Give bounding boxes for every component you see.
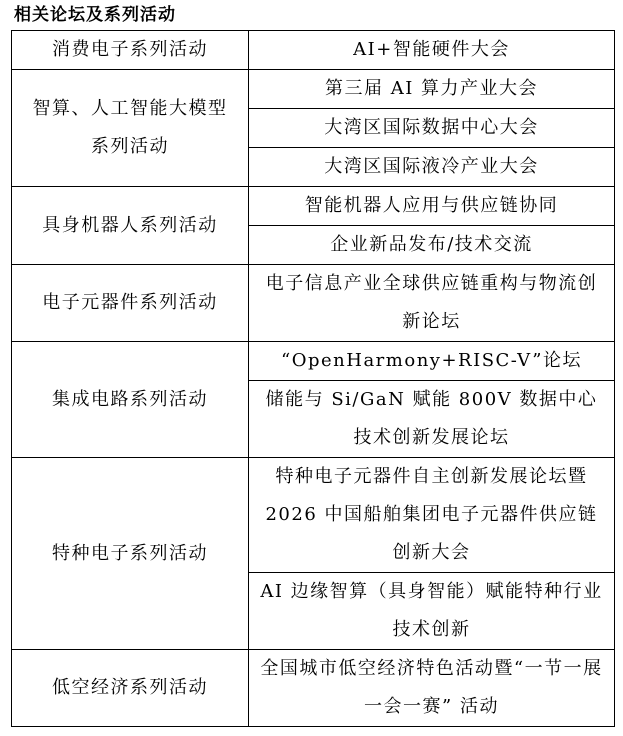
event-name: 第三届 AI 算力产业大会 xyxy=(324,78,539,99)
section-heading: 相关论坛及系列活动 xyxy=(14,5,176,25)
event-cell xyxy=(249,573,615,650)
category-name: 低空经济系列活动 xyxy=(52,677,208,698)
event-cell xyxy=(249,187,615,226)
event-cell xyxy=(249,458,615,573)
table-row xyxy=(12,265,615,342)
event-cell xyxy=(249,31,615,70)
event-name: 大湾区国际液冷产业大会 xyxy=(324,156,539,177)
forum-table xyxy=(11,30,615,727)
category-name: 智算、人工智能大模型系列活动 xyxy=(32,98,228,157)
event-name: 企业新品发布/技术交流 xyxy=(330,234,533,255)
table-row xyxy=(12,342,615,381)
category-cell xyxy=(12,70,249,187)
table-row xyxy=(12,458,615,573)
event-name: 全国城市低空经济特色活动暨“一节一展一会一赛” 活动 xyxy=(260,658,603,717)
category-cell xyxy=(12,650,249,727)
event-name: 特种电子元器件自主创新发展论坛暨 2026 中国船舶集团电子元器件供应链创新大会 xyxy=(265,466,598,563)
table-row xyxy=(12,31,615,70)
event-cell xyxy=(249,226,615,265)
category-cell xyxy=(12,31,249,70)
event-cell xyxy=(249,148,615,187)
category-name: 消费电子系列活动 xyxy=(52,39,208,60)
category-name: 电子元器件系列活动 xyxy=(42,292,218,313)
table-row xyxy=(12,70,615,109)
event-cell xyxy=(249,650,615,727)
category-cell xyxy=(12,342,249,458)
category-name: 集成电路系列活动 xyxy=(52,388,208,410)
event-name: 大湾区国际数据中心大会 xyxy=(324,117,539,138)
event-cell xyxy=(249,342,615,381)
event-name: AI 边缘智算（具身智能）赋能特种行业技术创新 xyxy=(260,581,603,640)
event-cell xyxy=(249,70,615,109)
category-cell xyxy=(12,187,249,265)
event-cell xyxy=(249,265,615,342)
category-cell xyxy=(12,265,249,342)
table-row xyxy=(12,650,615,727)
event-name: 智能机器人应用与供应链协同 xyxy=(304,195,559,216)
event-cell xyxy=(249,109,615,148)
category-name: 具身机器人系列活动 xyxy=(42,214,218,236)
event-name: 电子信息产业全球供应链重构与物流创新论坛 xyxy=(265,273,598,332)
event-name: “OpenHarmony+RISC-V”论坛 xyxy=(281,350,582,371)
event-name: AI+智能硬件大会 xyxy=(353,39,510,60)
category-name: 特种电子系列活动 xyxy=(52,542,208,564)
table-row xyxy=(12,187,615,226)
event-cell xyxy=(249,381,615,458)
event-name: 储能与 Si/GaN 赋能 800V 数据中心技术创新发展论坛 xyxy=(265,389,598,448)
category-cell xyxy=(12,458,249,650)
